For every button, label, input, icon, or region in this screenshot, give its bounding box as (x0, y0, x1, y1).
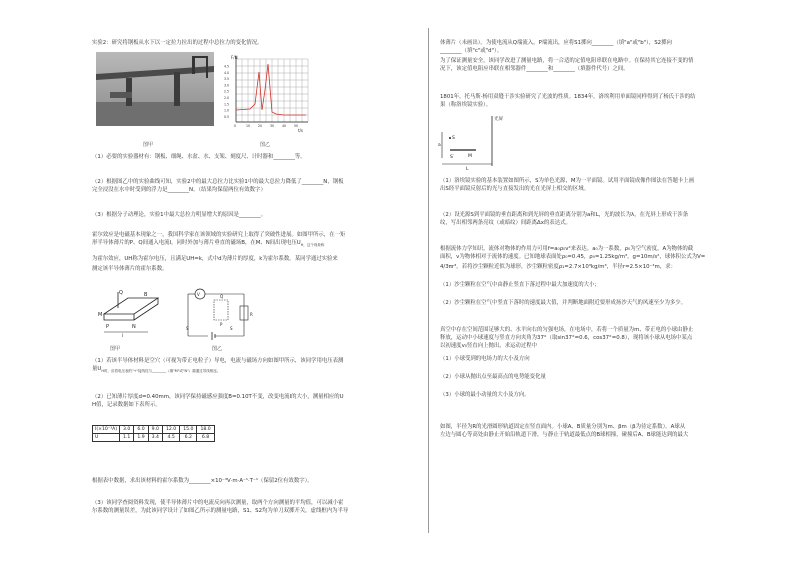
question-3: （3）根据分子动理论，实验1中最大总拉力明显增大的原因是________。 (92, 212, 266, 218)
fig-a-caption: 图甲 (143, 142, 154, 148)
x-tick-label: 20 (258, 124, 263, 128)
hall-fig-a-caption: 图甲 (110, 346, 121, 352)
svg-text:B: B (144, 292, 148, 298)
resistor-question-line1: 为了保证测量安全，该同学改进了测量电路，将一合适的定值电阻串联在电路中。在保持其它连接不变的情 (440, 58, 694, 64)
dust-intro-line2: 面积，v为物体相对于流体的速度。已知地球表面处ρ₀=0.45，ρ₀=1.25kg/m³，g=10m/s²，球体积公式为V= (440, 254, 706, 260)
table-cell-current: 3.0 (120, 426, 134, 434)
table-cell-voltage: 3.4 (148, 434, 162, 442)
svg-text:M: M (98, 312, 103, 318)
hall-fig-b-caption: 图乙 (212, 346, 223, 352)
table-row-header-current: I(×10⁻³A) (93, 426, 120, 434)
graph-x-label: t/s (298, 128, 303, 133)
y-tick-label: 4.0 (224, 70, 230, 75)
y-tick-label: 2.0 (224, 96, 230, 100)
ball-q1: （1）小球受到的电场力的大小及方向 (440, 356, 530, 362)
force-time-graph (222, 52, 312, 134)
source-label: S (452, 136, 455, 141)
x-tick-label: 50 (294, 124, 299, 128)
ball-intro-line2: 释放，运动中小球速度与竖直方向夹角为37°（取sin37°=0.6，cos37°=0.8），现将该小球从电场中某点 (440, 335, 693, 341)
exp2-intro: 实验2：研究将钢板从水下以一定拉力拉出的过程中总拉力的变化情况。 (92, 40, 263, 46)
graph-y-unit: F/N (231, 55, 238, 60)
data-table (92, 425, 215, 442)
svg-text:S: S (230, 326, 233, 331)
hall-slab-figure (94, 284, 164, 338)
ball-intro-line1: 真空中存在空间范围足够大的、水平向右的匀强电场，在电场中，若将一个质量为m、带正电的小球由静止 (440, 327, 694, 333)
dust-intro-line3: 4/3πr³。若将沙尘颗粒近似为球形，沙尘颗粒密度ρ₁=2.7×10³kg/m³，半径r=2.5×10⁻⁴m，求： (440, 264, 676, 270)
svg-text:V: V (197, 292, 200, 297)
young-intro-line1: 1801年，托马斯·杨用双缝干涉实验研究了光波的性质。1834年，洛埃利用单面镜同样得到了杨氏干涉的结 (440, 94, 696, 100)
y-tick-label: 1.5 (224, 102, 230, 107)
table-cell-current: 9.0 (148, 426, 162, 434)
young-q1-line2: 出S经平面镜反射后的光与直接发出的光在光屏上相交的区域。 (440, 186, 589, 192)
table-cell-voltage: 1.9 (134, 434, 148, 442)
svg-text:S: S (186, 326, 189, 331)
y-tick-label: 1.0 (224, 108, 230, 113)
young-q2-line1: （2）设光源S到平面镜的垂直距离和到光屏的垂直距离分别为a和L，光的波长为λ，在光屏上形成干涉条 (440, 212, 689, 218)
hall-q3-line2: 尔系数的测量误差，为此该同学设计了如图乙所示的测量电路，S1、S2均为单刀双掷开关，虚线框内为半导 (92, 508, 349, 514)
y-tick-label: 3.0 (224, 83, 230, 88)
hall-q3-line1: （3）该同学查阅资料发现，使半导体薄片中的电流反向再次测量，取两个方向测量的平均值，可以减小霍 (92, 500, 344, 506)
mirror-label: M (468, 154, 472, 159)
table-row-header-voltage: U (93, 434, 120, 442)
table-cell-voltage: 6.8 (197, 434, 214, 442)
fig-b-caption: 图乙 (260, 142, 271, 148)
y-tick-label: 2.5 (224, 89, 230, 94)
table-cell-voltage: 6.2 (180, 434, 197, 442)
svg-text:I: I (122, 333, 124, 338)
hall-q1-line2: 量$U_{H时,应将电压表的"+"接线柱与\_\_\_\_\_\_\_\_(填"M"或"N")端通过导线相连。}$ (92, 366, 221, 374)
y-tick-label: 0.5 (224, 114, 230, 119)
young-q2-line2: 纹，写出相邻两条亮纹（或暗纹）间距离Δx的表达式。 (440, 220, 571, 226)
hall-q2-line2: H值，记录数据如下表所示。 (92, 402, 161, 408)
dust-intro-line1: 根据流体力学知识，流体对物体的作用力可用f=a₀ρ₀v²来表达。a₀为一系数，ρ₀为空气密度，A为物体的截 (440, 246, 694, 252)
distance-a-label: a (438, 143, 441, 148)
hall-intro-line1: 霍尔效应是电磁基本现象之一，我国科学家在该领域的实验研究上取得了突破性进展。如图甲所示，在一矩 (92, 232, 346, 238)
hall-intro-line7: 测定该半导体薄片的霍尔系数。 (92, 266, 168, 272)
bridge-photo (96, 52, 214, 126)
ball-intro-line3: 以初速度v₀竖直向上抛出，求运动过程中 (440, 343, 537, 349)
force-curve (236, 64, 306, 115)
table-cell-current: 15.0 (180, 426, 197, 434)
ball-q2: （2）小球从抛出点至最高点的电势能变化量 (440, 374, 546, 380)
x-tick-label: 30 (270, 124, 275, 128)
column-divider (428, 28, 429, 533)
resistor-question-line2: 况下，该定值电阻应串联在相邻器件________和________（填器件代号）之间。 (440, 66, 629, 72)
svg-text:P: P (106, 324, 110, 330)
hall-q2-line3: 根据表中数据，求出该材料的霍尔系数为________×10⁻³V·m·A⁻¹·T⁻¹（保留2位有效数字）。 (92, 478, 313, 484)
table-cell-voltage: 1.1 (120, 434, 134, 442)
circuit-figure (184, 286, 264, 346)
young-intro-line2: 果（称洛埃镜实验）。 (440, 102, 492, 108)
question-2-line2: 完全浸没在水中时受到的浮力是________N。（结果均保留两位有效数字） (92, 187, 266, 193)
lloyd-mirror-figure (436, 112, 506, 172)
table-cell-current: 12.0 (162, 426, 179, 434)
hall-q1-line1: （1）若该半导体材料是空穴（可视为带正电粒子）导电，电流与磁场方向如图甲所示，该同学用电压表测 (92, 358, 344, 364)
table-cell-voltage: 4.5 (162, 434, 179, 442)
hall-intro-line4: 为霍尔效应，UH称为霍尔电压，且满足UH=k，式中d为薄片的厚度，k为霍尔系数。某同学通过实验来 (92, 256, 338, 262)
svg-text:Q: Q (220, 294, 224, 299)
x-tick-label: 40 (282, 124, 287, 128)
y-tick-label: 4.5 (224, 64, 230, 69)
image-source-label: S′ (450, 155, 454, 160)
circle-intro-line2: 左边与圆心等高处由静止开始沿轨道下滑，与静止于轨道最低点的B球相撞，碰撞后A、B球能达到的最大 (440, 432, 689, 438)
hall-intro-line2: 形半导体薄片的P、Q间通入电流I，同时外加与薄片垂直的磁场B，在M、N间出现电压$U_{H,这个现象称}$ (92, 240, 325, 248)
y-tick-label: 3.5 (224, 77, 230, 82)
young-q1-line1: （1）洛埃镜实验的基本装置如图所示，S为单色光源，M为一平面镜。试用平面镜成像作图法在答题卡上画 (440, 178, 695, 184)
ball-q3: （3）小球的最小动量的大小及方向。 (440, 392, 530, 398)
svg-text:N: N (132, 324, 136, 330)
svg-text:R: R (250, 312, 253, 317)
svg-text:P: P (220, 322, 223, 327)
table-cell-current: 18.0 (197, 426, 214, 434)
switch-question-line1: 体薄片（未画出）。为使电流从Q端流入，P端流出，应将S1掷向________（填"a"或"b"），S2掷向 (440, 40, 672, 46)
hall-q2-line1: （2）已知薄片厚度d=0.40mm，该同学保持磁感应强度B=0.10T不变，改变电流I的大小，测量相应的U (92, 394, 344, 400)
circle-intro-line1: 如图，半径为R的光滑圆形轨道固定在竖直面内。小球A、B质量分别为m、βm（β为待定系数）。A球从 (440, 424, 686, 430)
switch-question-line2: ________（填"c"或"d"）。 (440, 48, 503, 54)
distance-l-label: L (466, 167, 469, 172)
table-cell-current: 6.0 (134, 426, 148, 434)
dust-q1: （1）沙尘颗粒在空气中由静止竖直下落过程中最大加速度的大小； (440, 282, 600, 288)
question-2-line1: （2）根据图乙中的实验曲线可知，实验2中的最大总拉力比实验1中的最大总拉力降低了________N，钢板 (92, 179, 344, 185)
dust-q2: （2）沙尘颗粒在空气中竖直下落时的速度最大值，并判断地面附近要形成扬沙天气的风速至少为多少。 (440, 300, 687, 306)
screen-label: 光屏 (494, 117, 503, 122)
svg-text:Q: Q (119, 290, 123, 296)
x-tick-label: 10 (246, 124, 251, 128)
question-1: （1）必要的实验器材有：钢板、细绳、水盆、水、支架、刻度尺、计时器和________等。 (92, 154, 306, 160)
x-tick-label: 0 (234, 124, 237, 128)
